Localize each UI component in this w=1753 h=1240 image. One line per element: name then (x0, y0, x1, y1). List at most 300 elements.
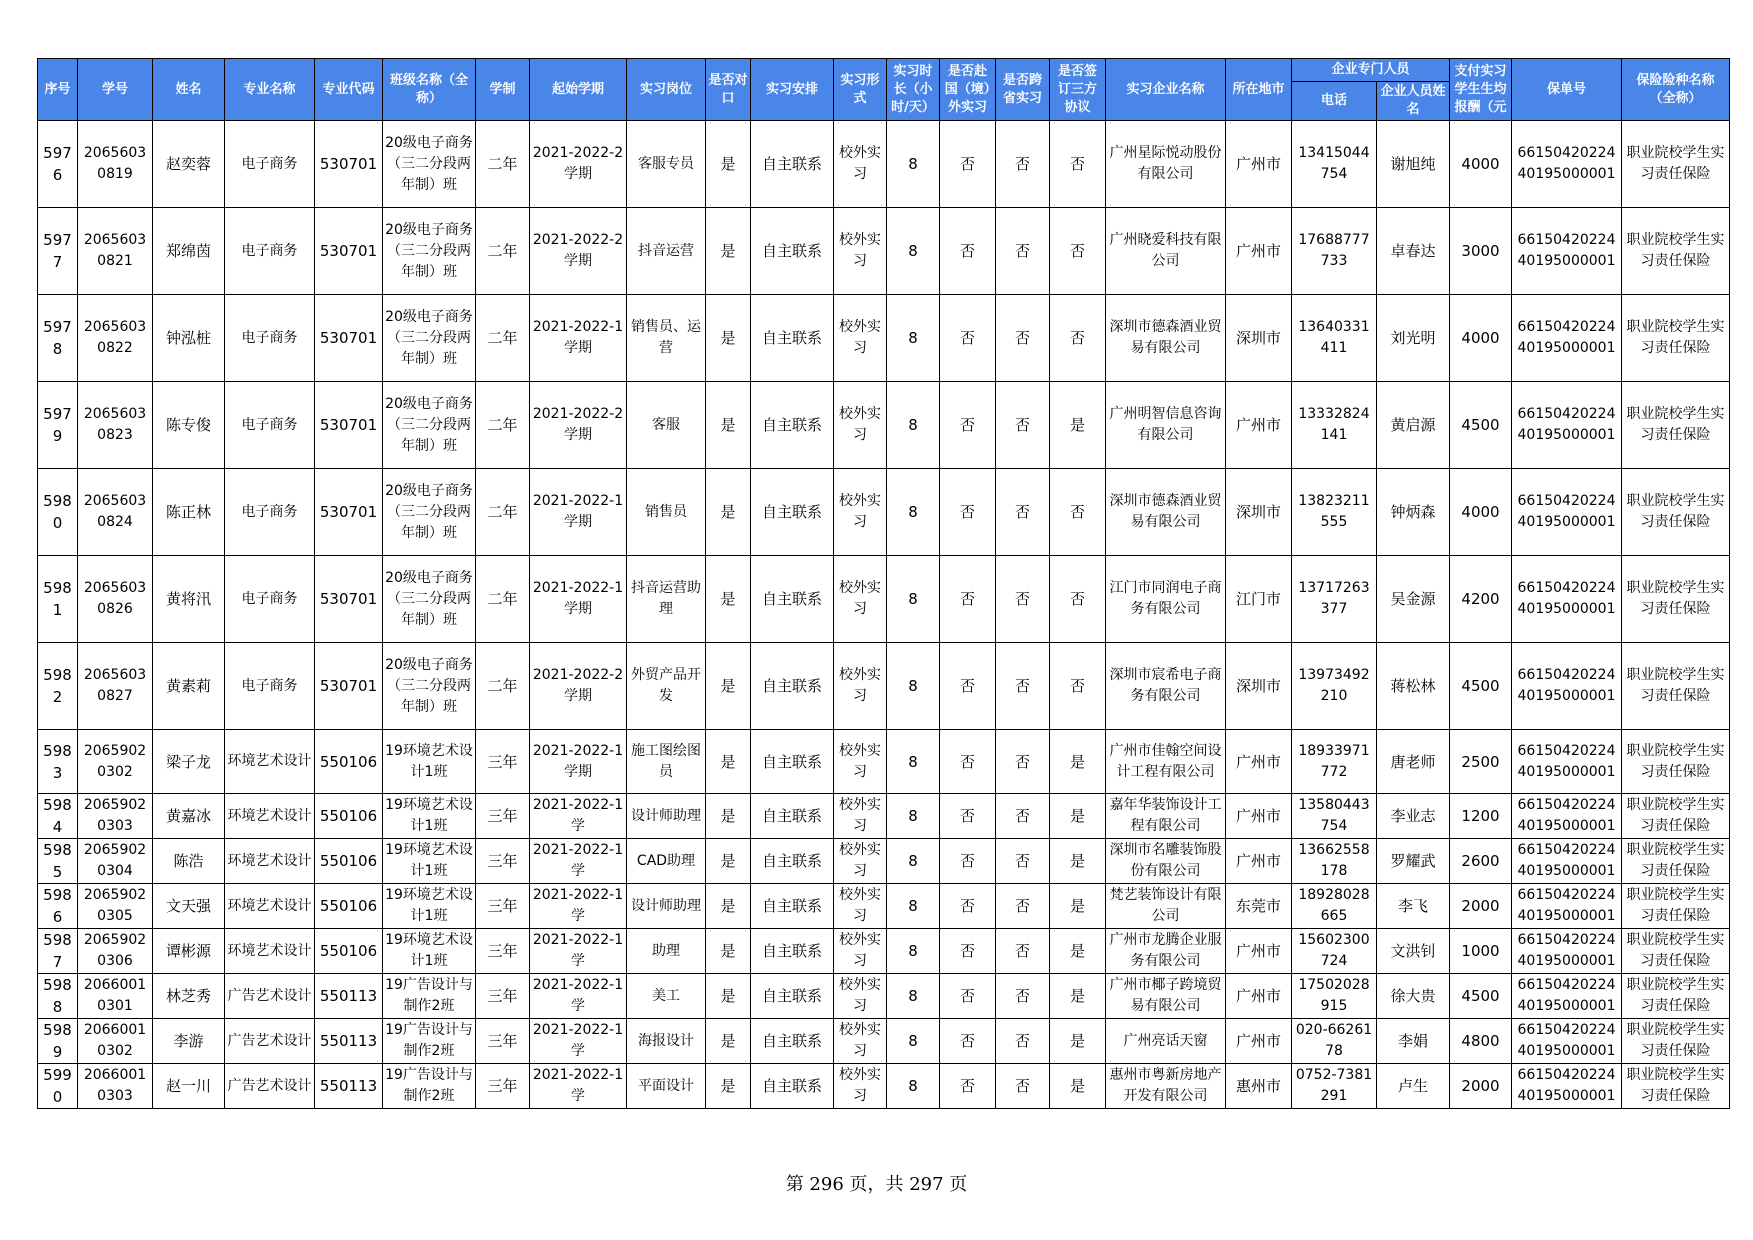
cell-pay: 2600 (1450, 839, 1512, 884)
cell-arrangement: 自主联系 (751, 929, 834, 974)
cell-contact-name: 钟炳森 (1377, 469, 1450, 556)
cell-form: 校外实习 (834, 929, 887, 974)
cell-start-term: 2021-2022-2学期 (530, 208, 627, 295)
cell-arrangement: 自主联系 (751, 643, 834, 730)
table-row (38, 974, 1730, 1019)
cell-position: 抖音运营 (627, 208, 706, 295)
cell-abroad: 否 (940, 839, 996, 884)
cell-class-name: 20级电子商务（三二分段两年制）班 (383, 121, 476, 208)
header-contact-group: 企业专门人员 (1292, 59, 1450, 82)
cell-matched: 是 (706, 643, 751, 730)
cell-major: 环境艺术设计 (225, 839, 315, 884)
cell-student-id: 20656030827 (78, 643, 153, 730)
cell-phone: 17688777733 (1292, 208, 1377, 295)
cell-company: 嘉年华装饰设计工程有限公司 (1106, 794, 1226, 839)
cell-name: 黄素莉 (153, 643, 225, 730)
cell-contact-name: 黄启源 (1377, 382, 1450, 469)
cell-tripartite: 否 (1050, 469, 1106, 556)
cell-form: 校外实习 (834, 295, 887, 382)
cell-pay: 2000 (1450, 1064, 1512, 1109)
cell-start-term: 2021-2022-1学 (530, 929, 627, 974)
cell-seq: 5978 (38, 295, 78, 382)
cell-city: 广州市 (1226, 794, 1292, 839)
cell-policy-no: 6615042022440195000001 (1512, 295, 1622, 382)
header-start-term: 起始学期 (530, 59, 627, 121)
cell-length: 二年 (476, 556, 530, 643)
cell-class-name: 19广告设计与制作2班 (383, 1019, 476, 1064)
cell-tripartite: 是 (1050, 839, 1106, 884)
cell-start-term: 2021-2022-2学期 (530, 121, 627, 208)
cell-company: 深圳市名雕装饰股份有限公司 (1106, 839, 1226, 884)
cell-cross-province: 否 (996, 643, 1050, 730)
cell-class-name: 19环境艺术设计1班 (383, 884, 476, 929)
cell-hours: 8 (887, 929, 940, 974)
cell-contact-name: 李飞 (1377, 884, 1450, 929)
cell-phone: 13640331411 (1292, 295, 1377, 382)
cell-arrangement: 自主联系 (751, 730, 834, 794)
cell-start-term: 2021-2022-1学 (530, 1064, 627, 1109)
cell-major-code: 550113 (315, 1019, 383, 1064)
cell-policy-no: 6615042022440195000001 (1512, 1064, 1622, 1109)
cell-length: 二年 (476, 469, 530, 556)
cell-form: 校外实习 (834, 382, 887, 469)
cell-contact-name: 蒋松林 (1377, 643, 1450, 730)
cell-company: 广州市佳翰空间设计工程有限公司 (1106, 730, 1226, 794)
cell-form: 校外实习 (834, 1019, 887, 1064)
cell-pay: 4800 (1450, 1019, 1512, 1064)
cell-seq: 5983 (38, 730, 78, 794)
cell-form: 校外实习 (834, 884, 887, 929)
cell-tripartite: 否 (1050, 295, 1106, 382)
internship-table (37, 58, 1730, 1109)
cell-tripartite: 是 (1050, 794, 1106, 839)
cell-phone: 18933971772 (1292, 730, 1377, 794)
cell-length: 三年 (476, 974, 530, 1019)
header-abroad: 是否赴国（境）外实习 (940, 59, 996, 121)
cell-contact-name: 谢旭纯 (1377, 121, 1450, 208)
cell-length: 三年 (476, 884, 530, 929)
cell-arrangement: 自主联系 (751, 295, 834, 382)
cell-policy-no: 6615042022440195000001 (1512, 469, 1622, 556)
cell-matched: 是 (706, 295, 751, 382)
cell-cross-province: 否 (996, 382, 1050, 469)
cell-contact-name: 刘光明 (1377, 295, 1450, 382)
cell-matched: 是 (706, 382, 751, 469)
cell-tripartite: 是 (1050, 1064, 1106, 1109)
cell-major: 广告艺术设计 (225, 1064, 315, 1109)
cell-arrangement: 自主联系 (751, 121, 834, 208)
table-row (38, 1064, 1730, 1109)
cell-name: 文天强 (153, 884, 225, 929)
cell-length: 二年 (476, 295, 530, 382)
cell-pay: 4500 (1450, 382, 1512, 469)
header-form: 实习形式 (834, 59, 887, 121)
cell-abroad: 否 (940, 794, 996, 839)
cell-hours: 8 (887, 643, 940, 730)
cell-position: 客服 (627, 382, 706, 469)
cell-position: 销售员、运营 (627, 295, 706, 382)
cell-major: 环境艺术设计 (225, 884, 315, 929)
cell-hours: 8 (887, 469, 940, 556)
cell-company: 广州明智信息咨询有限公司 (1106, 382, 1226, 469)
header-pay: 支付实习学生生均报酬（元 (1450, 59, 1512, 121)
cell-phone: 0752-7381291 (1292, 1064, 1377, 1109)
cell-class-name: 19环境艺术设计1班 (383, 839, 476, 884)
cell-seq: 5977 (38, 208, 78, 295)
cell-pay: 2000 (1450, 884, 1512, 929)
header-major-code: 专业代码 (315, 59, 383, 121)
cell-matched: 是 (706, 121, 751, 208)
table-row (38, 730, 1730, 794)
header-position: 实习岗位 (627, 59, 706, 121)
cell-start-term: 2021-2022-1学 (530, 884, 627, 929)
cell-pay: 3000 (1450, 208, 1512, 295)
header-insurance: 保险险种名称（全称） (1622, 59, 1730, 121)
cell-class-name: 20级电子商务（三二分段两年制）班 (383, 295, 476, 382)
cell-policy-no: 6615042022440195000001 (1512, 382, 1622, 469)
cell-tripartite: 否 (1050, 208, 1106, 295)
cell-city: 江门市 (1226, 556, 1292, 643)
cell-abroad: 否 (940, 643, 996, 730)
cell-insurance: 职业院校学生实习责任保险 (1622, 929, 1730, 974)
cell-name: 赵一川 (153, 1064, 225, 1109)
cell-position: 施工图绘图员 (627, 730, 706, 794)
cell-position: 抖音运营助理 (627, 556, 706, 643)
header-policy-no: 保单号 (1512, 59, 1622, 121)
cell-contact-name: 吴金源 (1377, 556, 1450, 643)
cell-major-code: 550106 (315, 794, 383, 839)
cell-position: 设计师助理 (627, 884, 706, 929)
cell-insurance: 职业院校学生实习责任保险 (1622, 839, 1730, 884)
cell-seq: 5979 (38, 382, 78, 469)
cell-company: 广州晓爱科技有限公司 (1106, 208, 1226, 295)
cell-position: 设计师助理 (627, 794, 706, 839)
cell-major-code: 550113 (315, 974, 383, 1019)
cell-start-term: 2021-2022-1学期 (530, 295, 627, 382)
cell-seq: 5980 (38, 469, 78, 556)
cell-class-name: 20级电子商务（三二分段两年制）班 (383, 208, 476, 295)
cell-student-id: 20660010301 (78, 974, 153, 1019)
cell-insurance: 职业院校学生实习责任保险 (1622, 974, 1730, 1019)
cell-insurance: 职业院校学生实习责任保险 (1622, 1019, 1730, 1064)
cell-matched: 是 (706, 974, 751, 1019)
cell-form: 校外实习 (834, 208, 887, 295)
cell-contact-name: 唐老师 (1377, 730, 1450, 794)
header-phone: 电话 (1292, 82, 1377, 121)
cell-class-name: 20级电子商务（三二分段两年制）班 (383, 556, 476, 643)
cell-policy-no: 6615042022440195000001 (1512, 730, 1622, 794)
cell-cross-province: 否 (996, 839, 1050, 884)
page-footer: 第 296 页，共 297 页 (785, 1174, 968, 1195)
cell-city: 广州市 (1226, 208, 1292, 295)
cell-phone: 13415044754 (1292, 121, 1377, 208)
cell-form: 校外实习 (834, 469, 887, 556)
cell-insurance: 职业院校学生实习责任保险 (1622, 382, 1730, 469)
cell-major: 环境艺术设计 (225, 730, 315, 794)
cell-name: 陈专俊 (153, 382, 225, 469)
cell-seq: 5990 (38, 1064, 78, 1109)
cell-company: 深圳市宸希电子商务有限公司 (1106, 643, 1226, 730)
cell-hours: 8 (887, 208, 940, 295)
table-row (38, 469, 1730, 556)
cell-student-id: 20660010302 (78, 1019, 153, 1064)
cell-name: 李游 (153, 1019, 225, 1064)
table-row (38, 1019, 1730, 1064)
cell-matched: 是 (706, 469, 751, 556)
cell-policy-no: 6615042022440195000001 (1512, 929, 1622, 974)
cell-seq: 5976 (38, 121, 78, 208)
cell-city: 深圳市 (1226, 295, 1292, 382)
cell-policy-no: 6615042022440195000001 (1512, 884, 1622, 929)
cell-length: 三年 (476, 730, 530, 794)
cell-start-term: 2021-2022-1学 (530, 1019, 627, 1064)
cell-cross-province: 否 (996, 556, 1050, 643)
cell-arrangement: 自主联系 (751, 469, 834, 556)
cell-hours: 8 (887, 839, 940, 884)
cell-major: 电子商务 (225, 208, 315, 295)
cell-insurance: 职业院校学生实习责任保险 (1622, 643, 1730, 730)
table-row (38, 884, 1730, 929)
cell-tripartite: 是 (1050, 382, 1106, 469)
cell-city: 广州市 (1226, 730, 1292, 794)
cell-phone: 020-6626178 (1292, 1019, 1377, 1064)
cell-major-code: 530701 (315, 469, 383, 556)
cell-policy-no: 6615042022440195000001 (1512, 121, 1622, 208)
cell-matched: 是 (706, 1064, 751, 1109)
cell-cross-province: 否 (996, 295, 1050, 382)
cell-tripartite: 否 (1050, 556, 1106, 643)
cell-arrangement: 自主联系 (751, 839, 834, 884)
cell-major-code: 530701 (315, 643, 383, 730)
cell-hours: 8 (887, 556, 940, 643)
cell-city: 广州市 (1226, 929, 1292, 974)
cell-contact-name: 卢生 (1377, 1064, 1450, 1109)
cell-city: 广州市 (1226, 974, 1292, 1019)
cell-form: 校外实习 (834, 1064, 887, 1109)
cell-abroad: 否 (940, 382, 996, 469)
cell-abroad: 否 (940, 1064, 996, 1109)
cell-pay: 4000 (1450, 469, 1512, 556)
cell-pay: 4000 (1450, 121, 1512, 208)
cell-length: 三年 (476, 1064, 530, 1109)
cell-length: 三年 (476, 1019, 530, 1064)
cell-insurance: 职业院校学生实习责任保险 (1622, 556, 1730, 643)
cell-phone: 13717263377 (1292, 556, 1377, 643)
cell-contact-name: 李业志 (1377, 794, 1450, 839)
cell-position: 客服专员 (627, 121, 706, 208)
cell-start-term: 2021-2022-1学 (530, 794, 627, 839)
cell-position: 海报设计 (627, 1019, 706, 1064)
cell-major: 电子商务 (225, 295, 315, 382)
header-student-id: 学号 (78, 59, 153, 121)
cell-start-term: 2021-2022-2学期 (530, 382, 627, 469)
cell-major-code: 530701 (315, 556, 383, 643)
cell-insurance: 职业院校学生实习责任保险 (1622, 1064, 1730, 1109)
header-contact-name: 企业人员姓名 (1377, 82, 1450, 121)
cell-cross-province: 否 (996, 730, 1050, 794)
cell-insurance: 职业院校学生实习责任保险 (1622, 208, 1730, 295)
cell-seq: 5986 (38, 884, 78, 929)
cell-abroad: 否 (940, 974, 996, 1019)
cell-phone: 13662558178 (1292, 839, 1377, 884)
cell-insurance: 职业院校学生实习责任保险 (1622, 884, 1730, 929)
cell-seq: 5981 (38, 556, 78, 643)
cell-length: 三年 (476, 929, 530, 974)
cell-hours: 8 (887, 884, 940, 929)
cell-position: 销售员 (627, 469, 706, 556)
cell-hours: 8 (887, 295, 940, 382)
cell-policy-no: 6615042022440195000001 (1512, 839, 1622, 884)
table-row (38, 295, 1730, 382)
cell-seq: 5989 (38, 1019, 78, 1064)
cell-seq: 5988 (38, 974, 78, 1019)
cell-student-id: 20659020303 (78, 794, 153, 839)
cell-class-name: 19广告设计与制作2班 (383, 974, 476, 1019)
cell-contact-name: 卓春达 (1377, 208, 1450, 295)
cell-hours: 8 (887, 1064, 940, 1109)
cell-policy-no: 6615042022440195000001 (1512, 1019, 1622, 1064)
cell-class-name: 19环境艺术设计1班 (383, 730, 476, 794)
cell-length: 二年 (476, 121, 530, 208)
header-name: 姓名 (153, 59, 225, 121)
cell-abroad: 否 (940, 884, 996, 929)
table-row (38, 643, 1730, 730)
cell-policy-no: 6615042022440195000001 (1512, 974, 1622, 1019)
cell-name: 陈正林 (153, 469, 225, 556)
cell-company: 深圳市德森酒业贸易有限公司 (1106, 295, 1226, 382)
cell-start-term: 2021-2022-1学期 (530, 556, 627, 643)
cell-length: 三年 (476, 839, 530, 884)
cell-seq: 5984 (38, 794, 78, 839)
cell-tripartite: 是 (1050, 730, 1106, 794)
cell-class-name: 20级电子商务（三二分段两年制）班 (383, 469, 476, 556)
cell-hours: 8 (887, 730, 940, 794)
cell-student-id: 20656030821 (78, 208, 153, 295)
header-cross-province: 是否跨省实习 (996, 59, 1050, 121)
cell-company: 广州星际悦动股份有限公司 (1106, 121, 1226, 208)
cell-city: 深圳市 (1226, 469, 1292, 556)
cell-start-term: 2021-2022-1学期 (530, 730, 627, 794)
table-row (38, 556, 1730, 643)
cell-form: 校外实习 (834, 839, 887, 884)
cell-length: 二年 (476, 643, 530, 730)
cell-insurance: 职业院校学生实习责任保险 (1622, 794, 1730, 839)
cell-major-code: 550113 (315, 1064, 383, 1109)
cell-company: 广州市龙腾企业服务有限公司 (1106, 929, 1226, 974)
cell-major: 电子商务 (225, 643, 315, 730)
cell-hours: 8 (887, 121, 940, 208)
cell-form: 校外实习 (834, 556, 887, 643)
cell-tripartite: 否 (1050, 643, 1106, 730)
cell-student-id: 20659020302 (78, 730, 153, 794)
cell-cross-province: 否 (996, 1019, 1050, 1064)
cell-start-term: 2021-2022-1学 (530, 839, 627, 884)
cell-major-code: 550106 (315, 929, 383, 974)
cell-pay: 4200 (1450, 556, 1512, 643)
cell-abroad: 否 (940, 1019, 996, 1064)
cell-pay: 1200 (1450, 794, 1512, 839)
cell-major: 电子商务 (225, 469, 315, 556)
cell-insurance: 职业院校学生实习责任保险 (1622, 121, 1730, 208)
cell-tripartite: 否 (1050, 121, 1106, 208)
cell-form: 校外实习 (834, 974, 887, 1019)
cell-student-id: 20656030822 (78, 295, 153, 382)
cell-length: 二年 (476, 382, 530, 469)
cell-hours: 8 (887, 1019, 940, 1064)
cell-student-id: 20656030824 (78, 469, 153, 556)
cell-matched: 是 (706, 556, 751, 643)
cell-form: 校外实习 (834, 121, 887, 208)
cell-contact-name: 罗耀武 (1377, 839, 1450, 884)
table-row (38, 382, 1730, 469)
cell-matched: 是 (706, 884, 751, 929)
cell-city: 广州市 (1226, 382, 1292, 469)
cell-position: 外贸产品开发 (627, 643, 706, 730)
table-header (38, 59, 1730, 121)
cell-city: 东莞市 (1226, 884, 1292, 929)
cell-abroad: 否 (940, 208, 996, 295)
cell-phone: 13973492210 (1292, 643, 1377, 730)
cell-pay: 2500 (1450, 730, 1512, 794)
header-major: 专业名称 (225, 59, 315, 121)
cell-name: 林芝秀 (153, 974, 225, 1019)
cell-name: 黄嘉冰 (153, 794, 225, 839)
cell-city: 广州市 (1226, 839, 1292, 884)
cell-tripartite: 是 (1050, 974, 1106, 1019)
cell-class-name: 20级电子商务（三二分段两年制）班 (383, 643, 476, 730)
cell-length: 三年 (476, 794, 530, 839)
cell-pay: 4500 (1450, 643, 1512, 730)
cell-major: 环境艺术设计 (225, 929, 315, 974)
cell-form: 校外实习 (834, 794, 887, 839)
cell-phone: 17502028915 (1292, 974, 1377, 1019)
cell-matched: 是 (706, 929, 751, 974)
cell-matched: 是 (706, 730, 751, 794)
cell-arrangement: 自主联系 (751, 556, 834, 643)
cell-major-code: 550106 (315, 839, 383, 884)
cell-start-term: 2021-2022-1学期 (530, 469, 627, 556)
cell-major-code: 530701 (315, 382, 383, 469)
header-class-name: 班级名称（全称） (383, 59, 476, 121)
cell-length: 二年 (476, 208, 530, 295)
cell-company: 梵艺装饰设计有限公司 (1106, 884, 1226, 929)
cell-phone: 15602300724 (1292, 929, 1377, 974)
cell-major: 电子商务 (225, 382, 315, 469)
cell-city: 深圳市 (1226, 643, 1292, 730)
cell-class-name: 19环境艺术设计1班 (383, 929, 476, 974)
table-row (38, 121, 1730, 208)
cell-arrangement: 自主联系 (751, 382, 834, 469)
cell-matched: 是 (706, 839, 751, 884)
cell-student-id: 20656030819 (78, 121, 153, 208)
cell-policy-no: 6615042022440195000001 (1512, 208, 1622, 295)
cell-major: 广告艺术设计 (225, 1019, 315, 1064)
cell-contact-name: 李娟 (1377, 1019, 1450, 1064)
cell-cross-province: 否 (996, 794, 1050, 839)
cell-arrangement: 自主联系 (751, 884, 834, 929)
cell-company: 深圳市德森酒业贸易有限公司 (1106, 469, 1226, 556)
table-body (38, 121, 1730, 1109)
cell-class-name: 20级电子商务（三二分段两年制）班 (383, 382, 476, 469)
cell-name: 陈浩 (153, 839, 225, 884)
cell-cross-province: 否 (996, 208, 1050, 295)
cell-student-id: 20659020304 (78, 839, 153, 884)
cell-major-code: 530701 (315, 295, 383, 382)
cell-policy-no: 6615042022440195000001 (1512, 556, 1622, 643)
cell-hours: 8 (887, 974, 940, 1019)
cell-tripartite: 是 (1050, 1019, 1106, 1064)
cell-company: 江门市同润电子商务有限公司 (1106, 556, 1226, 643)
